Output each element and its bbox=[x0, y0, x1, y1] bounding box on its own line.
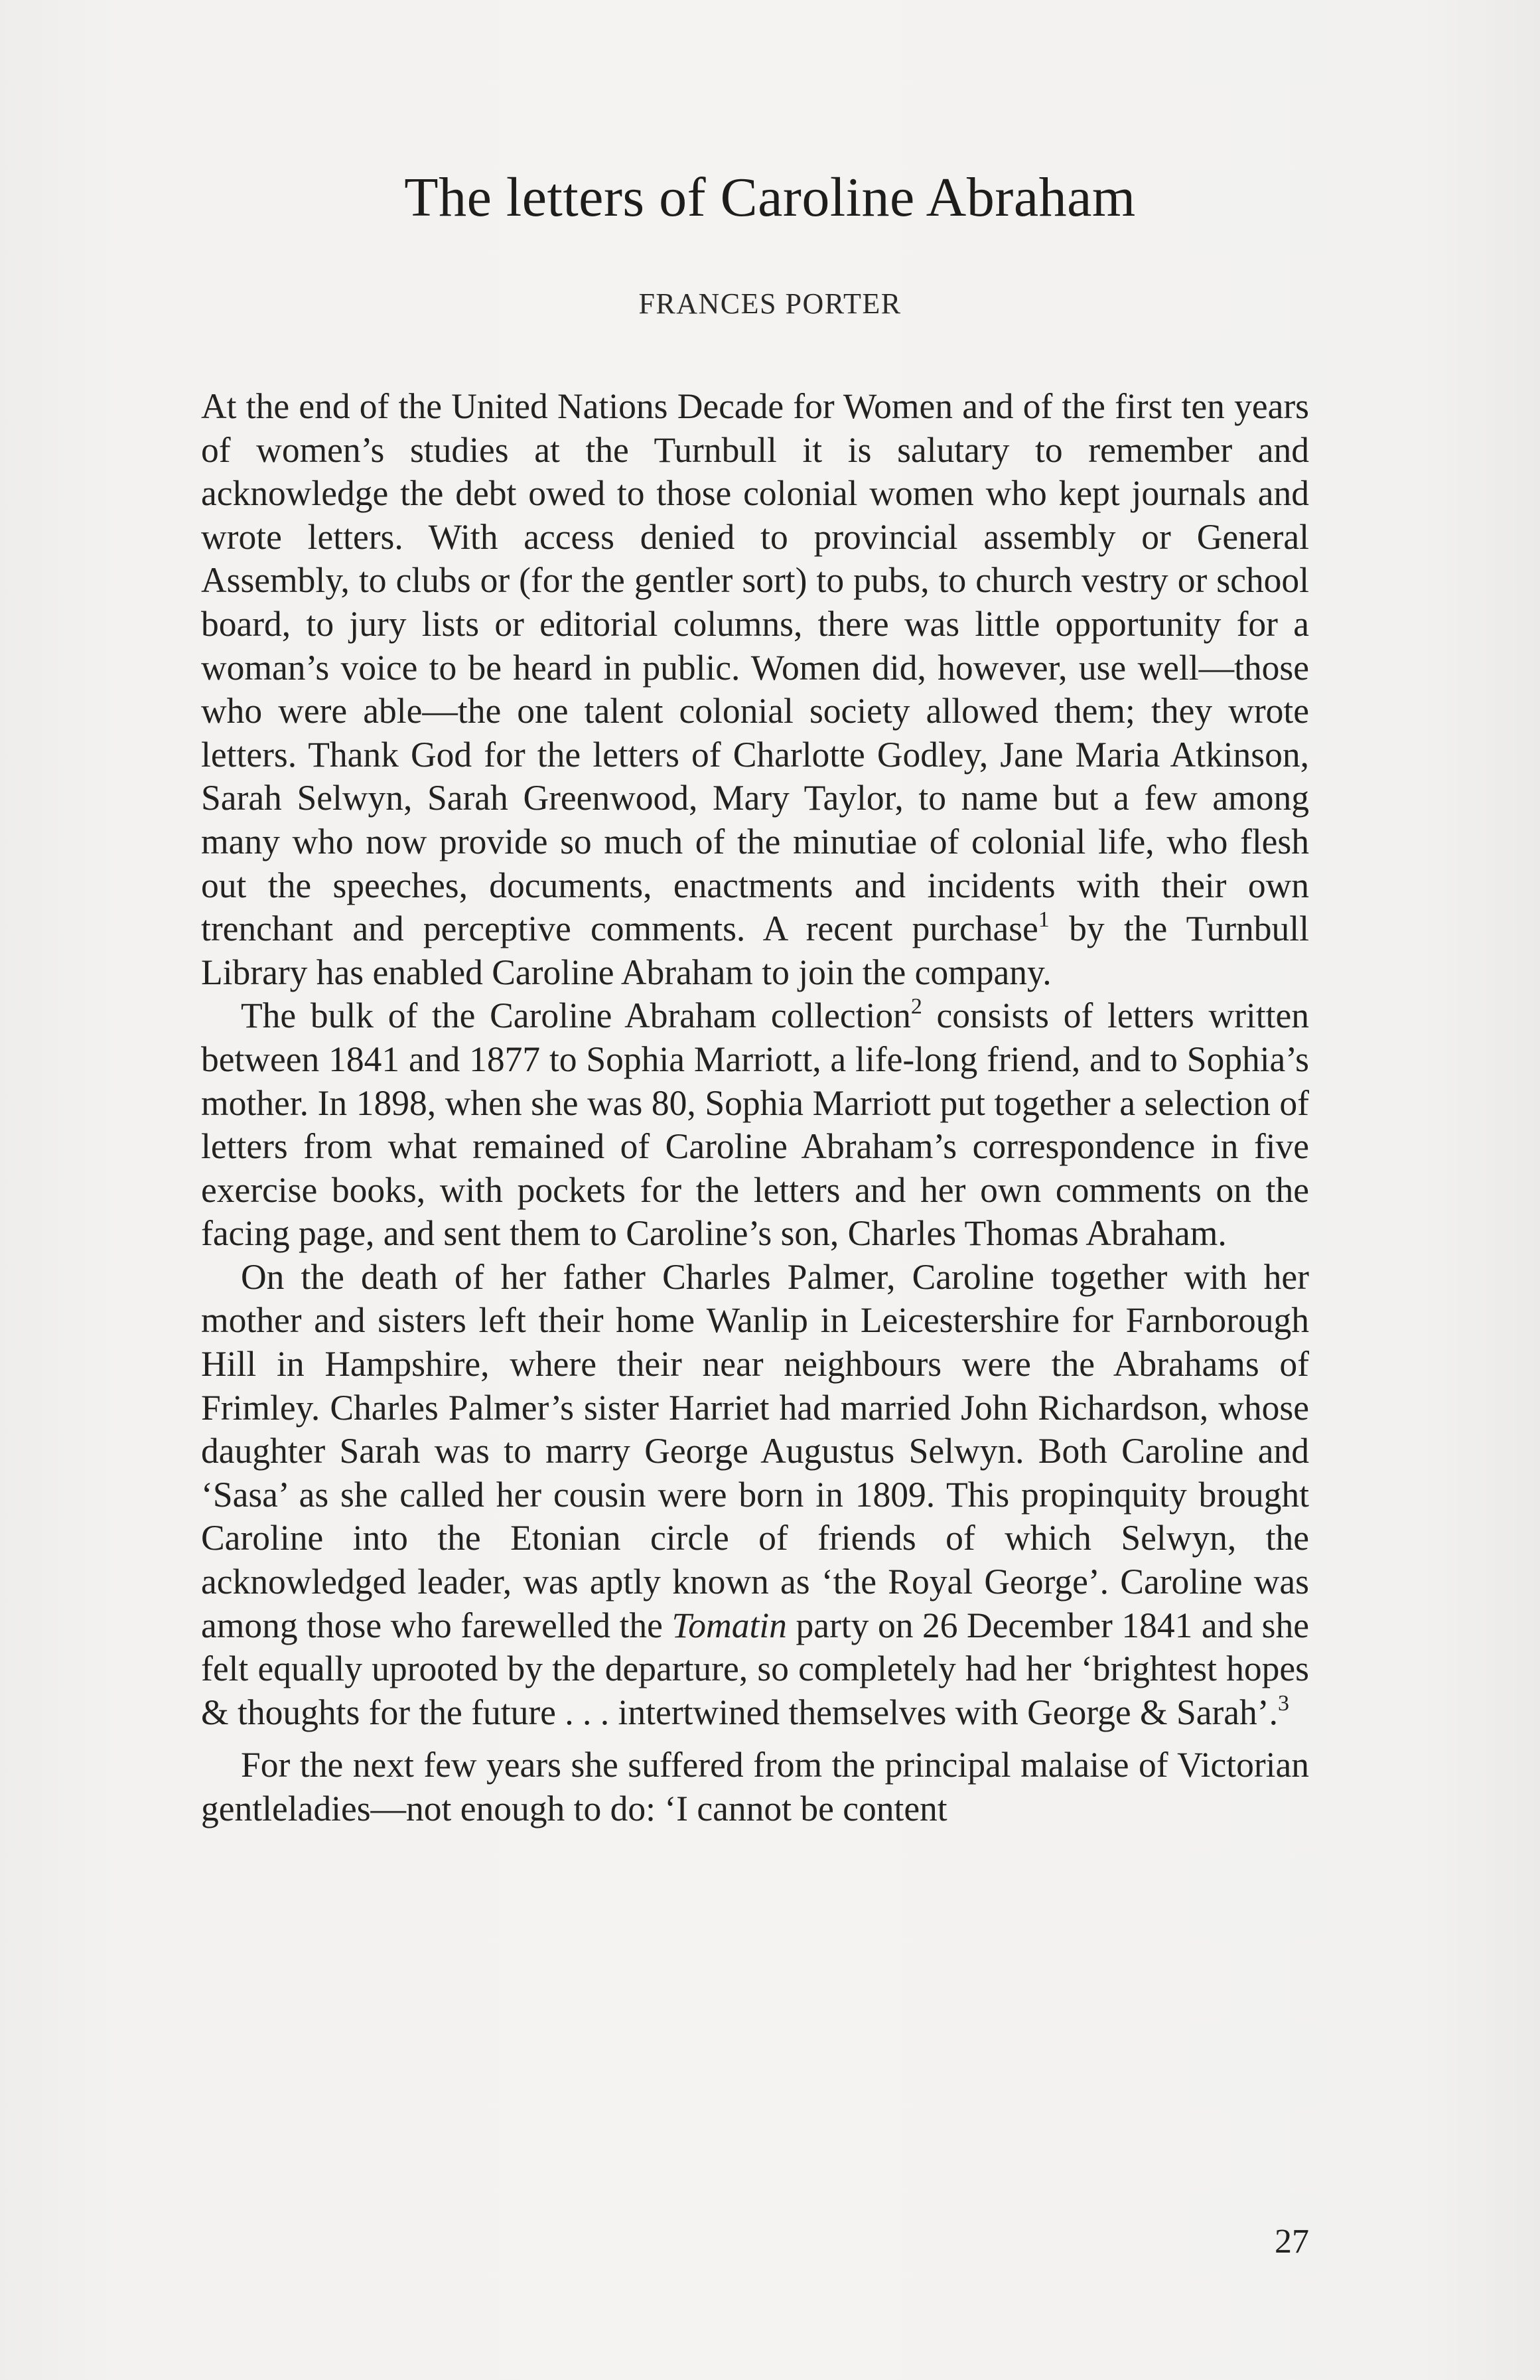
paragraph-2-text-a: The bulk of the Caroline Abraham collection bbox=[241, 996, 911, 1036]
page-number: 27 bbox=[1275, 2223, 1309, 2261]
article-title: The letters of Caroline Abraham bbox=[404, 167, 1136, 228]
article-body bbox=[201, 385, 1309, 1831]
paragraph-1-text-b: by the Turnbull Library has enabled Caroline Abraham to join the company. bbox=[201, 909, 1309, 992]
paragraph-4-text-a: For the next few years she suffered from the principal malaise of Victorian gentleladies—not enough to do: ‘I cannot be content bbox=[201, 1745, 1309, 1828]
paragraph-3-text-b: party on 26 December 1841 and she felt equally uprooted by the departure, so completely had her ‘brightest hopes & thoughts for the future . . . intertwined themselves with George & Sarah’. bbox=[201, 1605, 1309, 1732]
paragraph-2-text-b: consists of letters written between 1841 and 1877 to Sophia Marriott, a life-long friend, and to Sophia’s mother. In 1898, when she was 80, Sophia Marriott put together a selection of letters from what remained of Caroline Abraham’s correspondence in five exercise books, with pockets for the letters and her own comments on the facing page, and sent them to Caroline’s son, Charles Thomas Abraham. bbox=[201, 996, 1309, 1254]
paragraph-4 bbox=[201, 1744, 1309, 1830]
paragraph-1 bbox=[201, 385, 1309, 994]
footnote-ref-1: 1 bbox=[1038, 907, 1050, 932]
paragraph-2 bbox=[201, 994, 1309, 1256]
footnote-ref-3: 3 bbox=[1277, 1690, 1289, 1716]
article-author: FRANCES PORTER bbox=[638, 287, 902, 320]
footnote-ref-2: 2 bbox=[910, 994, 922, 1019]
paragraph-1-text-a: At the end of the United Nations Decade for Women and of the first ten years of women’s studies at the Turnbull it is salutary to remember and acknowledge the debt owed to those colonial women who kept journals and wrote letters. With access denied to provincial assembly or General Assembly, to clubs or (for the gentler sort) to pubs, to church vestry or school board, to jury lists or editorial columns, there was little opportunity for a woman’s voice to be heard in public. Women did, however, use well—those who were able—the one talent colonial society allowed them; they wrote letters. Thank God for the letters of Charlotte Godley, Jane Maria Atkinson, Sarah Selwyn, Sarah Greenwood, Mary Taylor, to name but a few among many who now provide so much of the minutiae of colonial life, who flesh out the speeches, documents, enactments and incidents with their own trenchant and perceptive comments. A recent purchase bbox=[201, 386, 1309, 949]
ship-name: Tomatin bbox=[671, 1605, 787, 1645]
paragraph-3 bbox=[201, 1256, 1309, 1735]
paragraph-3-text-a: On the death of her father Charles Palmer, Caroline together with her mother and sisters left their home Wanlip in Leicestershire for Farnborough Hill in Hampshire, where their near neighbours were the Abrahams of Frimley. Charles Palmer’s sister Harriet had married John Richardson, whose daughter Sarah was to marry George Augustus Selwyn. Both Caroline and ‘Sasa’ as she called her cousin were born in 1809. This propinquity brought Caroline into the Etonian circle of friends of which Selwyn, the acknowledged leader, was aptly known as ‘the Royal George’. Caroline was among those who farewelled the bbox=[201, 1256, 1309, 1645]
